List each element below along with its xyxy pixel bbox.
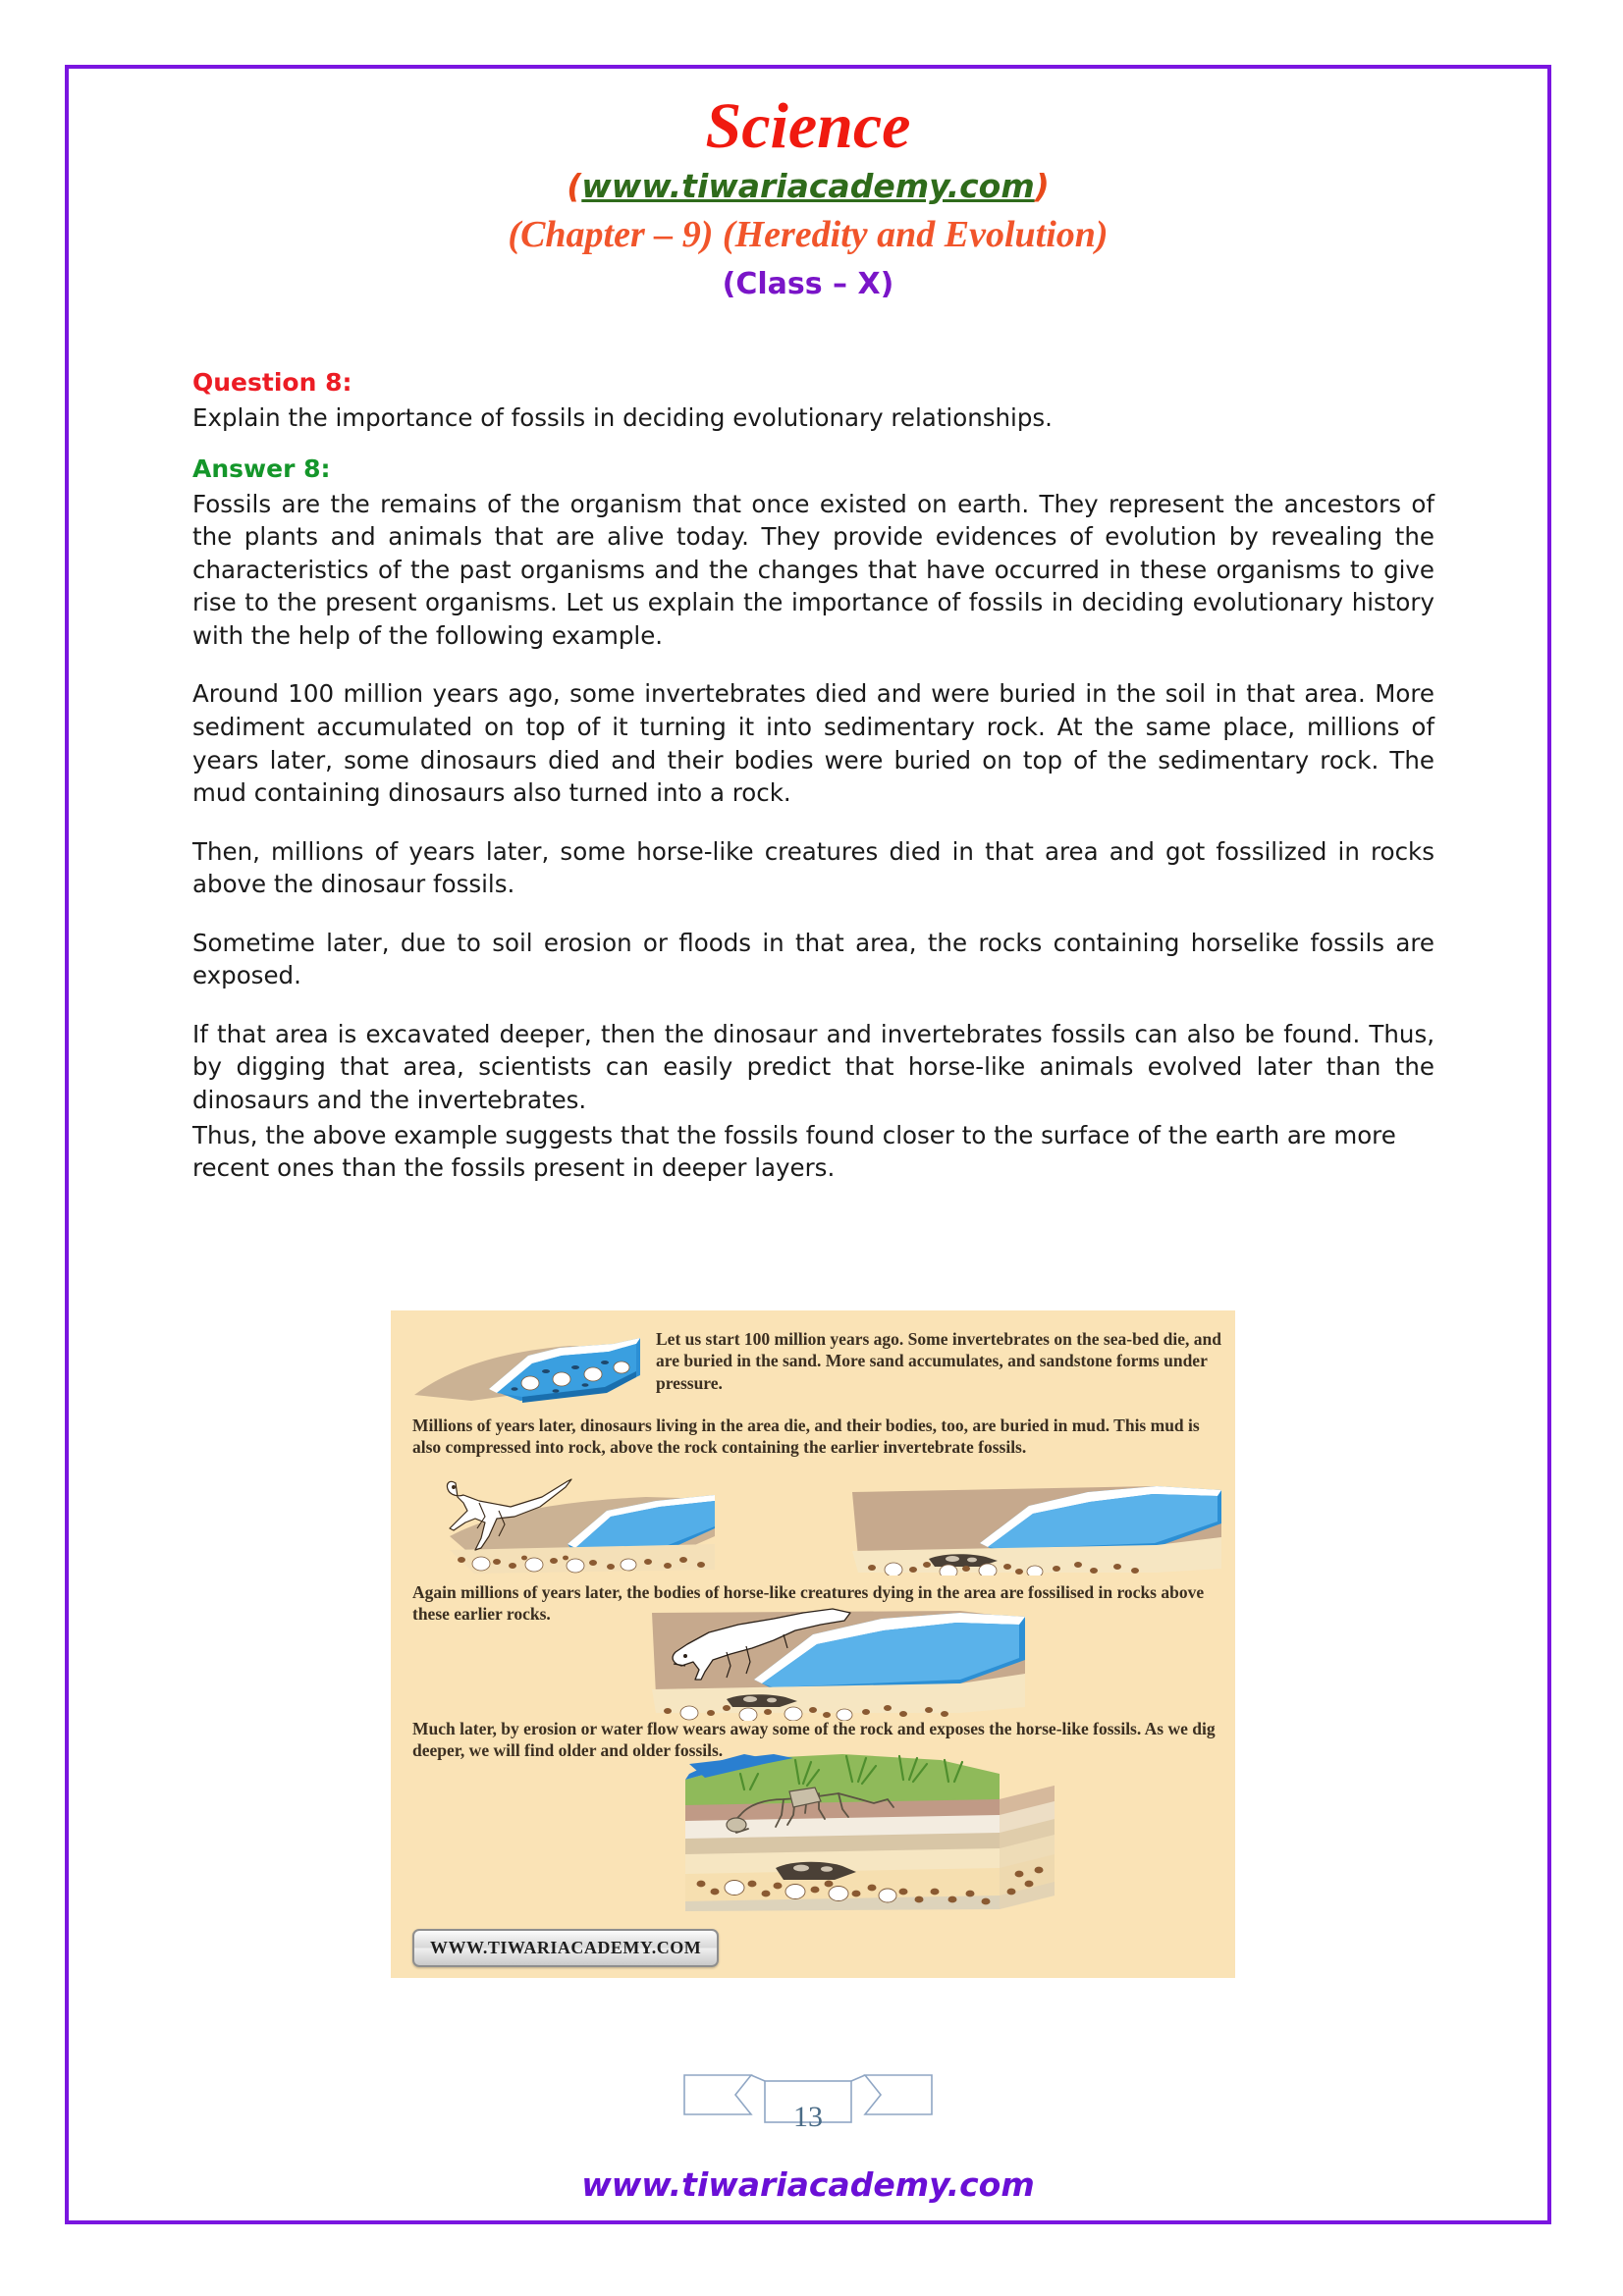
answer-paragraph-3: Then, millions of years later, some horse-like creatures died in that area and got fossilized in rocks above the dinosaur fossils. — [192, 836, 1434, 899]
buried-dinosaur-strata-illustration — [833, 1463, 1225, 1575]
diagram-caption-3: Again millions of years later, the bodies of horse-like creatures dying in the area are fossilised in rocks above these earlier rocks. — [412, 1582, 1205, 1625]
question-label: Question 8: — [192, 368, 352, 397]
diagram-panel-dinosaur-buried — [833, 1463, 1225, 1575]
page-header — [65, 92, 1551, 303]
answer-label: Answer 8: — [192, 454, 331, 484]
header-website-link[interactable]: www.tiwariacademy.com — [581, 166, 1035, 205]
diagram-caption-4: Much later, by erosion or water flow wears away some of the rock and exposes the horse-like fossils. As we dig deeper, we will find older and older fossils. — [412, 1719, 1216, 1761]
diagram-caption-2: Millions of years later, dinosaurs living in the area die, and their bodies, too, are buried in mud. This mud is also compressed into rock, above the rock containing the earlier invertebrate fossils. — [412, 1415, 1200, 1458]
answer-paragraph-4: Sometime later, due to soil erosion or floods in that area, the rocks containing horselike fossils are exposed. — [192, 928, 1434, 990]
diagram-caption-1: Let us start 100 million years ago. Some invertebrates on the sea-bed die, and are buried in the sand. More sand accumulates, and sandstone forms under pressure. — [656, 1329, 1222, 1393]
fossil-formation-diagram — [391, 1310, 1235, 1978]
content-body — [192, 367, 1434, 1185]
answer-paragraph-1: Fossils are the remains of the organism that once existed on earth. They represent the ancestors of the plants and animals that are alive today. They provide evidences of evolution by revealing the characteristics of the past organisms and the changes that have occurred in these organisms to give rise to the present organisms. Let us explain the importance of fossils in deciding evolutionary history with the help of the following example. — [192, 489, 1434, 650]
diagram-panel-seabed — [412, 1318, 648, 1407]
dinosaur-walking-illustration — [420, 1468, 720, 1575]
figure-watermark: WWW.TIWARIACADEMY.COM — [412, 1929, 719, 1967]
paren-open: ( — [567, 166, 582, 205]
header-website-line — [65, 165, 1551, 209]
page-footer — [65, 2071, 1551, 2204]
seabed-block-illustration — [412, 1318, 648, 1407]
answer-paragraph-2: Around 100 million years ago, some invertebrates died and were buried in the soil in that area. More sediment accumulated on top of it turning it into sedimentary rock. At the same place, millions of years later, some dinosaurs died and their bodies were buried on top of the sedimentary rock. The mud containing dinosaurs also turned into a rock. — [192, 679, 1434, 808]
strata-layers-illustration — [646, 1744, 1058, 1913]
paren-close: ) — [1034, 166, 1050, 205]
question-text: Explain the importance of fossils in deciding evolutionary relationships. — [192, 402, 1053, 432]
page-number: 13 — [793, 2101, 823, 2133]
chapter-title: (Chapter – 9) (Heredity and Evolution) — [508, 213, 1109, 255]
diagram-panel-dinosaur-alive — [420, 1468, 720, 1575]
diagram-panel-erosion-excavation — [646, 1744, 1058, 1913]
answer-paragraph-6: Thus, the above example suggests that the fossils found closer to the surface of the earth are more recent ones than the fossils present in deeper layers. — [192, 1120, 1396, 1183]
class-label: (Class – X) — [722, 266, 894, 301]
page-title: Science — [705, 90, 911, 162]
answer-paragraph-5: If that area is excavated deeper, then the dinosaur and invertebrates fossils can also be found. Thus, by digging that area, scientists can easily predict that horse-like animals evolved later than the dinosaurs and the invertebrates. — [192, 1019, 1434, 1114]
footer-website-link[interactable]: www.tiwariacademy.com — [581, 2165, 1035, 2204]
page-number-ribbon — [65, 2071, 1551, 2160]
horse-like-creature-illustration — [636, 1605, 1029, 1721]
diagram-panel-horse-alive — [636, 1605, 1029, 1721]
